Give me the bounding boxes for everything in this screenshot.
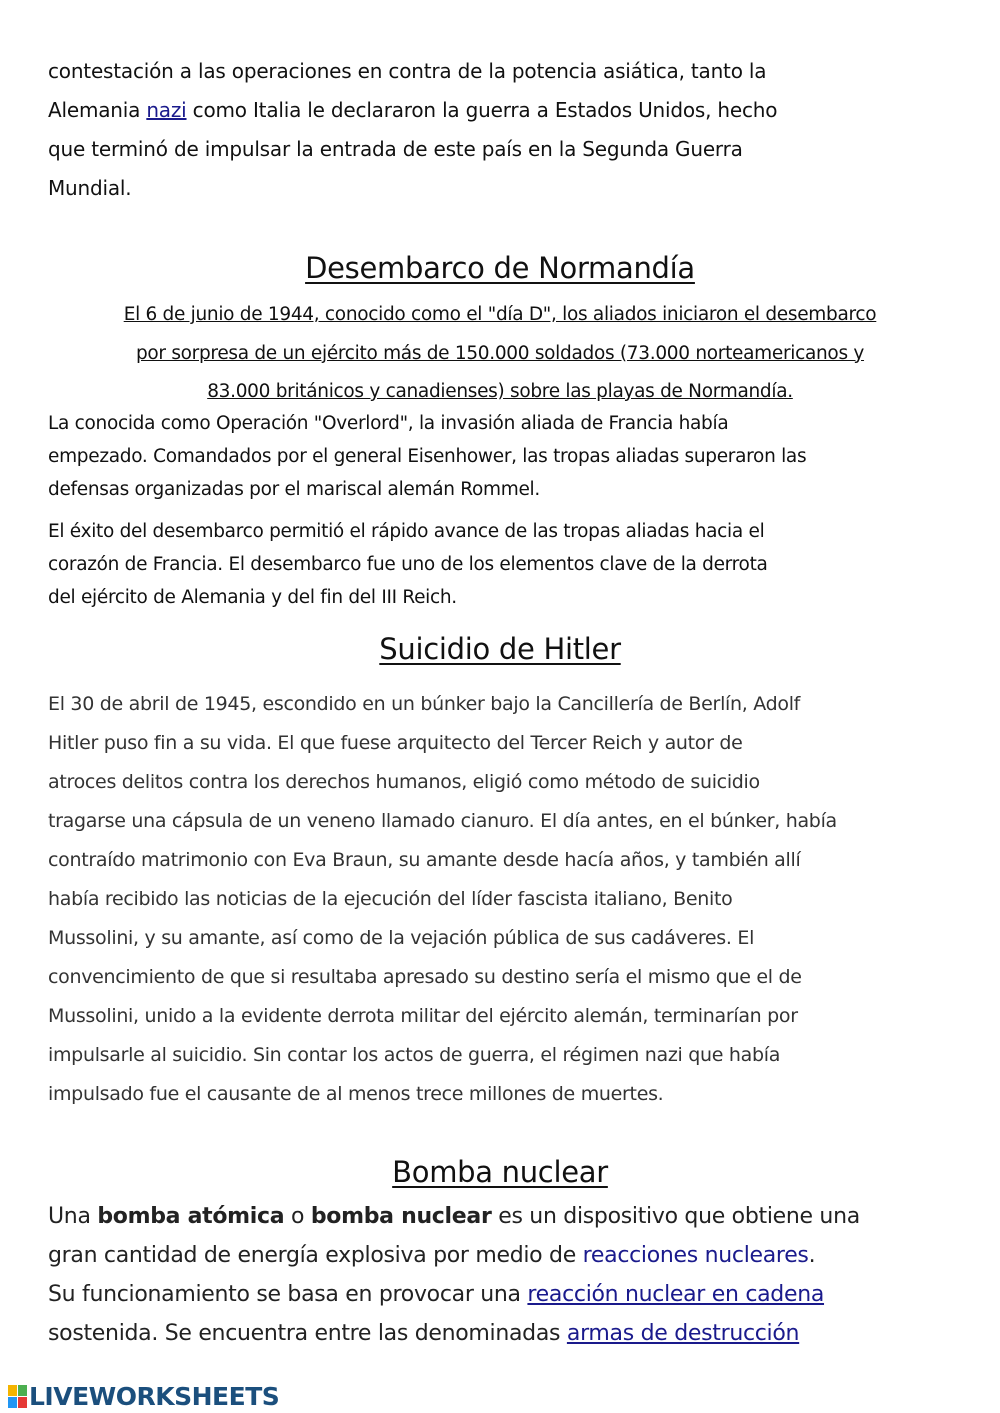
text-line <box>48 1001 798 1031</box>
text-segment: había recibido las noticias de la ejecución del líder fascista italiano, Benito <box>48 888 733 910</box>
inline-link[interactable]: reacciones nucleares <box>582 1243 809 1268</box>
text-segment: 83.000 británicos y canadienses) sobre las playas de Normandía. <box>207 381 793 402</box>
inline-link[interactable]: nazi <box>146 98 187 122</box>
text-segment: impulsarle al suicidio. Sin contar los actos de guerra, el régimen nazi que había <box>48 1044 781 1066</box>
text-line <box>48 517 764 547</box>
text-segment: Alemania <box>48 98 147 122</box>
bold-term: bomba atómica <box>97 1204 285 1229</box>
text-segment: tragarse una cápsula de un veneno llamado cianuro. El día antes, en el búnker, había <box>48 810 837 832</box>
text-segment: atroces delitos contra los derechos humanos, eligió como método de suicidio <box>48 771 760 793</box>
text-segment: Mussolini, unido a la evidente derrota militar del ejército alemán, terminarían por <box>48 1005 798 1027</box>
text-line <box>0 377 1000 407</box>
text-line <box>48 1280 824 1310</box>
bold-term: bomba nuclear <box>310 1204 492 1229</box>
text-line <box>48 767 760 797</box>
logo-mark-icon <box>8 1385 27 1408</box>
text-line <box>48 923 754 953</box>
text-segment: Desembarco de Normandía <box>305 251 695 285</box>
text-line <box>48 1241 815 1271</box>
text-segment: Una <box>48 1204 98 1229</box>
text-segment: Hitler puso fin a su vida. El que fuese arquitecto del Tercer Reich y autor de <box>48 732 743 754</box>
inline-link[interactable]: reacción nuclear en cadena <box>527 1282 825 1307</box>
text-segment: empezado. Comandados por el general Eisenhower, las tropas aliadas superaron las <box>48 446 807 467</box>
text-segment: sostenida. Se encuentra entre las denominadas <box>48 1321 567 1346</box>
inline-link[interactable]: armas de destrucción <box>566 1321 800 1346</box>
text-segment: o <box>284 1204 311 1229</box>
text-segment: defensas organizadas por el mariscal alemán Rommel. <box>48 479 540 500</box>
text-segment: El 6 de junio de 1944, conocido como el "día D", los aliados iniciaron el desembarco <box>123 304 877 325</box>
text-line <box>48 689 800 719</box>
logo-text: LIVEWORKSHEETS <box>29 1382 280 1411</box>
text-line <box>48 95 777 125</box>
text-segment: contraído matrimonio con Eva Braun, su amante desde hacía años, y también allí <box>48 849 801 871</box>
text-line <box>48 884 732 914</box>
text-segment: por sorpresa de un ejército más de 150.000 soldados (73.000 norteamericanos y <box>135 342 865 364</box>
text-line <box>48 134 743 164</box>
liveworksheets-logo[interactable] <box>8 1382 279 1411</box>
text-segment: Su funcionamiento se basa en provocar una <box>48 1282 528 1307</box>
text-line <box>48 728 743 758</box>
text-line <box>0 339 1000 369</box>
text-line <box>48 56 766 86</box>
text-segment: . <box>808 1243 816 1268</box>
text-segment: que terminó de impulsar la entrada de este país en la Segunda Guerra <box>48 137 743 161</box>
text-segment: El éxito del desembarco permitió el rápido avance de las tropas aliadas hacia el <box>48 521 765 542</box>
text-line <box>48 806 837 836</box>
text-segment: como Italia le declararon la guerra a Estados Unidos, hecho <box>186 98 778 122</box>
text-segment: del ejército de Alemania y del fin del III Reich. <box>48 587 457 608</box>
text-segment: Bomba nuclear <box>392 1155 608 1189</box>
text-line <box>48 962 802 992</box>
section-heading <box>0 629 1000 669</box>
text-segment: impulsado fue el causante de al menos trece millones de muertes. <box>48 1083 664 1105</box>
text-segment: Mussolini, y su amante, así como de la vejación pública de sus cadáveres. El <box>48 927 755 949</box>
text-segment: Suicidio de Hitler <box>379 632 621 666</box>
text-segment: es un dispositivo que obtiene una <box>491 1204 860 1229</box>
text-line <box>48 442 806 472</box>
text-line <box>48 475 540 505</box>
text-segment: La conocida como Operación "Overlord", la invasión aliada de Francia había <box>48 413 729 434</box>
section-heading <box>0 1152 1000 1192</box>
text-line <box>48 583 457 613</box>
text-line <box>48 845 800 875</box>
text-line <box>0 300 1000 330</box>
text-line <box>48 173 131 203</box>
text-line <box>48 1202 860 1232</box>
text-line <box>48 1079 663 1109</box>
section-heading <box>0 248 1000 288</box>
text-line <box>48 550 768 580</box>
text-segment: El 30 de abril de 1945, escondido en un búnker bajo la Cancillería de Berlín, Adolf <box>48 693 801 715</box>
text-segment: contestación a las operaciones en contra de la potencia asiática, tanto la <box>48 59 767 83</box>
text-segment: Mundial. <box>48 176 132 200</box>
text-line <box>48 1040 780 1070</box>
text-segment: corazón de Francia. El desembarco fue uno de los elementos clave de la derrota <box>48 554 768 575</box>
text-segment: convencimiento de que si resultaba apresado su destino sería el mismo que el de <box>48 966 802 988</box>
text-line <box>48 1319 799 1349</box>
text-segment: gran cantidad de energía explosiva por medio de <box>48 1243 583 1268</box>
text-line <box>48 409 728 439</box>
